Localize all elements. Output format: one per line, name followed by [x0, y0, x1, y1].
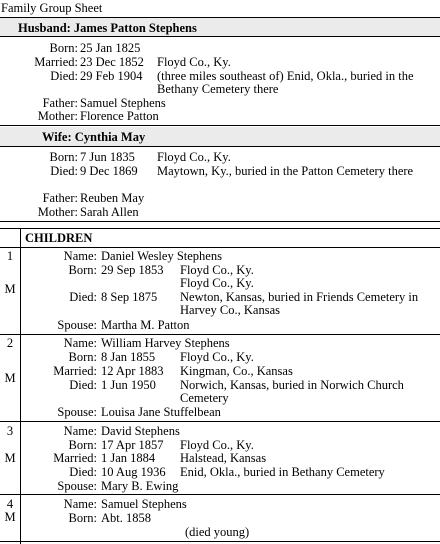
child-spouse: Martha M. Patton [101, 318, 190, 332]
child-died-label: Died: [69, 290, 97, 304]
child-name: Daniel Wesley Stephens [101, 249, 222, 263]
divider [0, 541, 440, 542]
husband-married-place: Floyd Co., Ky. [157, 55, 231, 69]
child-died-label: Died: [69, 378, 97, 392]
wife-died-label: Died: [50, 164, 78, 178]
child-died-place: Norwich, Kansas, buried in Norwich Church Cemetery [180, 378, 404, 405]
divider [0, 334, 440, 335]
child-died-place: Newton, Kansas, buried in Friends Cemetery in Harvey Co., Kansas [180, 290, 419, 317]
divider [0, 125, 440, 126]
child-spouse-label: Spouse: [57, 318, 97, 332]
child-died-date: 1 Jun 1950 [101, 378, 156, 392]
wife-father: Reuben May [80, 191, 145, 205]
child-married-date: 1 Jan 1884 [101, 451, 156, 465]
child-name-label: Name: [63, 249, 97, 263]
child-born-label: Born: [68, 263, 97, 277]
child-married-label: Married: [53, 364, 97, 378]
child-born-date: 8 Jan 1855 [101, 350, 156, 364]
husband-father: Samuel Stephens [80, 96, 166, 110]
child-name-label: Name: [63, 497, 97, 511]
child-sex: M [4, 371, 16, 385]
divider [0, 421, 440, 422]
child-name: William Harvey Stephens [101, 336, 230, 350]
child-died-label: Died: [69, 465, 97, 479]
child-born-label: Born: [68, 438, 97, 452]
child-sex: M [4, 282, 16, 296]
child-married-date: 12 Apr 1883 [101, 364, 164, 378]
child-name: Samuel Stephens [101, 497, 187, 511]
child-born-label: Born: [68, 350, 97, 364]
divider [0, 247, 440, 248]
child-number: 1 [6, 249, 14, 263]
husband-mother: Florence Patton [80, 109, 159, 123]
child-spouse: Mary B. Ewing [101, 479, 179, 493]
sheet-title: Family Group Sheet [1, 1, 103, 15]
wife-died-place: Maytown, Ky., buried in the Patton Cemetery there [157, 164, 414, 178]
child-born-label: Born: [68, 511, 97, 525]
child-born-date: 29 Sep 1853 [101, 263, 164, 277]
child-number: 2 [6, 336, 14, 350]
divider [0, 36, 440, 37]
husband-heading: Husband: James Patton Stephens [18, 21, 197, 35]
child-married-place: Kingman, Co., Kansas [180, 364, 293, 378]
husband-mother-label: Mother: [37, 109, 78, 123]
husband-married-label: Married: [34, 55, 78, 69]
husband-died-date: 29 Feb 1904 [80, 69, 143, 83]
husband-died-label: Died: [50, 69, 78, 83]
children-heading: CHILDREN [25, 231, 93, 245]
child-spouse-label: Spouse: [57, 405, 97, 419]
husband-married-date: 23 Dec 1852 [80, 55, 144, 69]
child-born-place: Floyd Co., Ky. [180, 438, 254, 452]
wife-born-label: Born: [49, 150, 78, 164]
wife-born-date: 7 Jun 1835 [80, 150, 135, 164]
child-died-place: Enid, Okla., buried in Bethany Cemetery [180, 465, 385, 479]
child-born-place: Floyd Co., Ky. [180, 350, 254, 364]
divider [0, 146, 440, 147]
wife-heading: Wife: Cynthia May [42, 130, 146, 144]
child-number: 3 [6, 424, 14, 438]
husband-born-date: 25 Jan 1825 [80, 41, 141, 55]
child-sex: M [4, 510, 16, 524]
child-born-place: Floyd Co., Ky. [180, 263, 254, 277]
child-name-label: Name: [63, 336, 97, 350]
child-name-label: Name: [63, 424, 97, 438]
child-born-date: 17 Apr 1857 [101, 438, 164, 452]
number-column-divider [20, 228, 21, 544]
husband-born-label: Born: [49, 41, 78, 55]
child-extra-place: Floyd Co., Ky. [180, 276, 254, 290]
wife-mother-label: Mother: [37, 205, 78, 219]
child-spouse: Louisa Jane Stuffelbean [101, 405, 221, 419]
child-spouse-label: Spouse: [57, 479, 97, 493]
husband-father-label: Father: [42, 96, 78, 110]
wife-father-label: Father: [42, 191, 78, 205]
divider [0, 228, 440, 229]
wife-died-date: 9 Dec 1869 [80, 164, 138, 178]
child-died-date: 10 Aug 1936 [101, 465, 166, 479]
child-sex: M [4, 451, 16, 465]
child-note: (died young) [185, 525, 250, 539]
child-born-date: Abt. 1858 [101, 511, 151, 525]
child-name: David Stephens [101, 424, 180, 438]
divider [0, 494, 440, 495]
child-married-place: Halstead, Kansas [180, 451, 267, 465]
wife-born-place: Floyd Co., Ky. [157, 150, 231, 164]
child-died-date: 8 Sep 1875 [101, 290, 158, 304]
child-number: 4 [6, 497, 14, 511]
divider [0, 221, 440, 222]
wife-mother: Sarah Allen [80, 205, 139, 219]
child-married-label: Married: [53, 451, 97, 465]
husband-died-place: (three miles southeast of) Enid, Okla., buried in the Bethany Cemetery there [157, 69, 414, 96]
